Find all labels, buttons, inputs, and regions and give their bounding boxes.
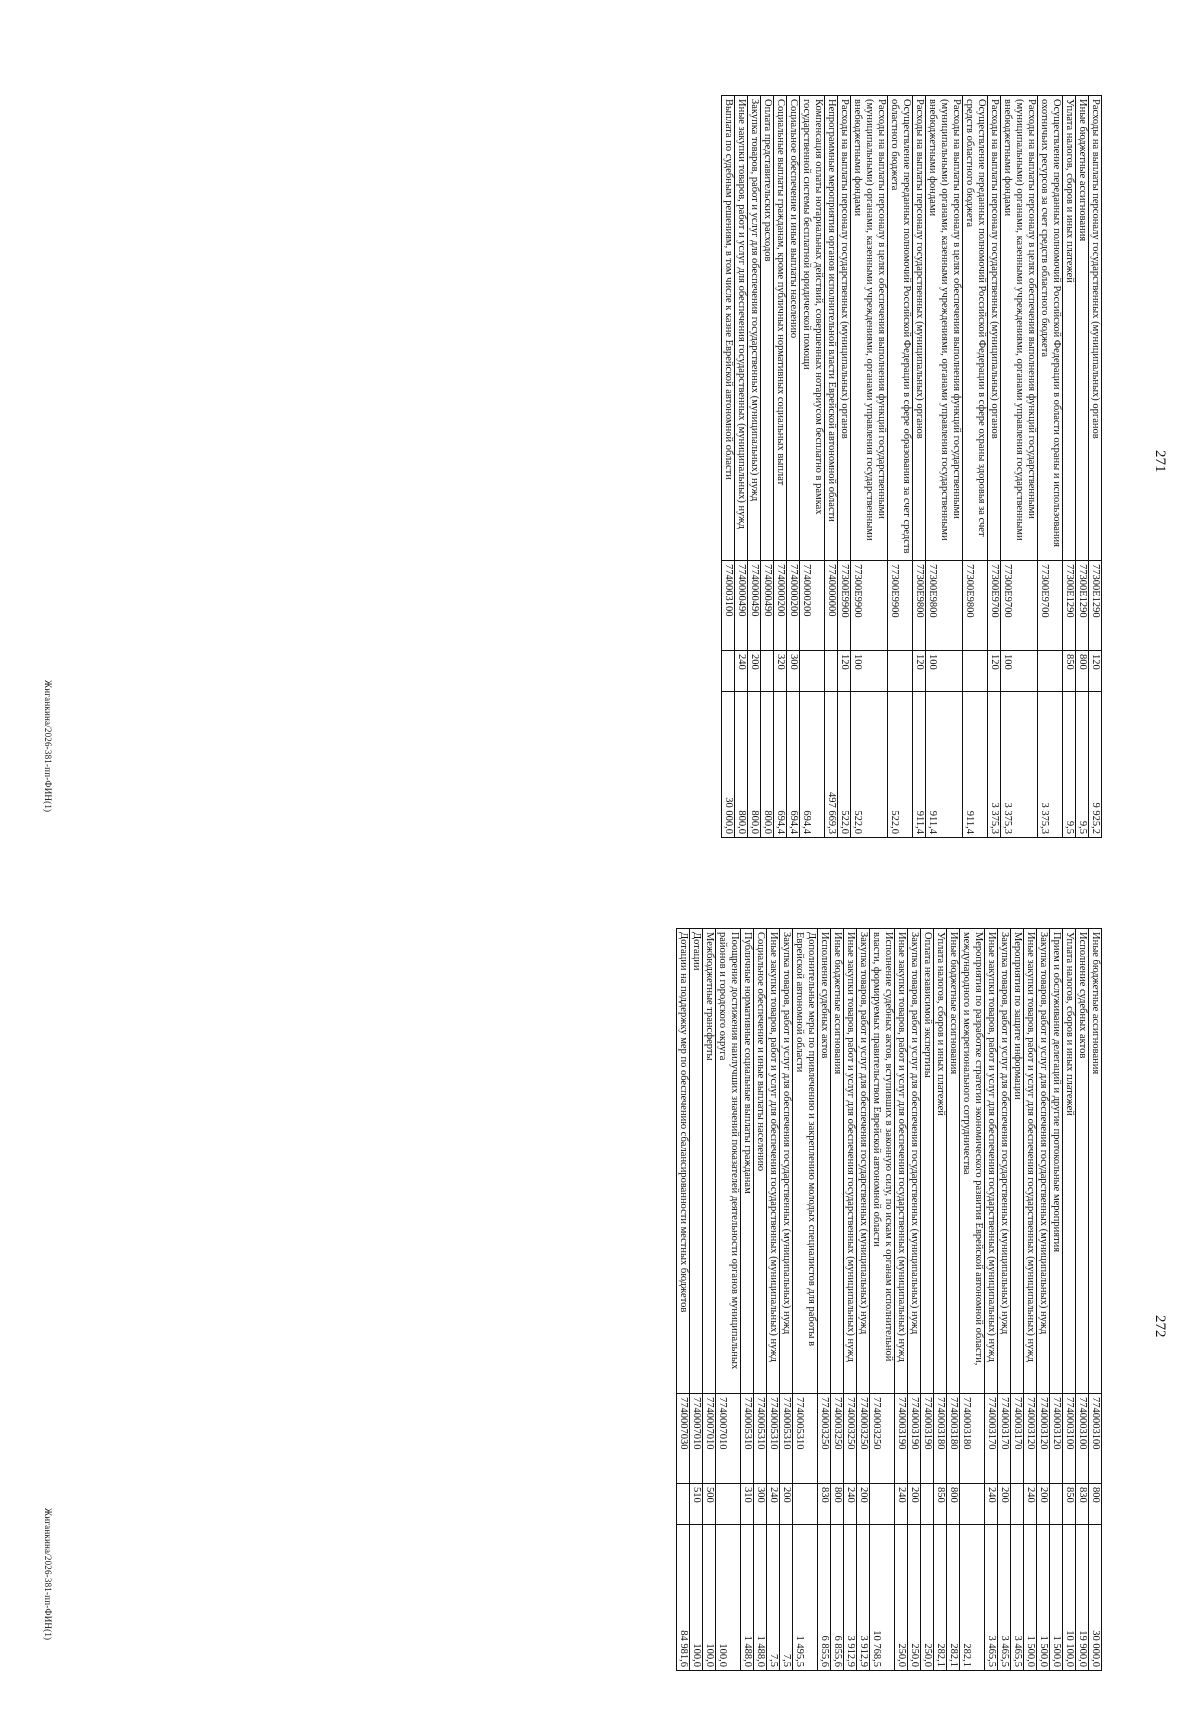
row-name: Непрограммные мероприятия органов исполнительной власти Еврейской автономной области — [825, 96, 838, 561]
row-name: Социальное обеспечение и иные выплаты населению — [754, 929, 767, 1394]
row-kind: 850 — [1063, 651, 1076, 692]
table-row — [921, 929, 934, 1671]
row-kind — [761, 651, 774, 692]
row-amount: 800,0 — [748, 692, 761, 838]
row-kind — [1011, 1484, 1024, 1525]
row-amount: 3 375,3 — [1001, 692, 1038, 838]
row-amount: 3 912,9 — [844, 1525, 857, 1671]
row-amount: 7,5 — [767, 1525, 780, 1671]
row-kind: 120 — [1089, 651, 1102, 692]
row-kind: 100 — [1001, 651, 1038, 692]
table-row — [926, 96, 963, 838]
row-code: 77300Е1290 — [1076, 561, 1089, 651]
row-kind — [793, 1484, 818, 1525]
row-name: Закупка товаров, работ и услуг для обеспечения государственных (муниципальных) нужд — [780, 929, 793, 1394]
row-code: 7740007010 — [716, 1394, 741, 1484]
row-code: 77300Е9800 — [913, 561, 926, 651]
row-code: 7740003180 — [960, 1394, 985, 1484]
row-code: 7740000200 — [787, 561, 800, 651]
row-code: 77300Е9700 — [1038, 561, 1063, 651]
row-code: 7740003250 — [844, 1394, 857, 1484]
footer-left: Жиганкина/2026-381-пп-ФИН(1) — [43, 680, 53, 813]
row-name: Иные бюджетные ассигнования — [831, 929, 844, 1394]
row-amount: 1 488,0 — [741, 1525, 754, 1671]
row-code: 77300Е9800 — [963, 561, 988, 651]
row-name: Мероприятия по защите информации — [1011, 929, 1024, 1394]
row-code: 77300Е1290 — [1089, 561, 1102, 651]
table-row — [741, 929, 754, 1671]
row-code: 7740003170 — [1011, 1394, 1024, 1484]
table-row — [870, 929, 895, 1671]
row-code: 7740005310 — [741, 1394, 754, 1484]
row-kind — [800, 651, 825, 692]
row-amount: 10 768,5 — [870, 1525, 895, 1671]
table-row — [1037, 929, 1050, 1671]
row-amount: 100,0 — [716, 1525, 741, 1671]
row-kind: 200 — [857, 1484, 870, 1525]
row-code: 7740005310 — [754, 1394, 767, 1484]
row-kind: 300 — [787, 651, 800, 692]
table-row — [963, 96, 988, 838]
row-amount: 3 465,5 — [985, 1525, 998, 1671]
row-amount: 250,0 — [908, 1525, 921, 1671]
row-kind: 100 — [851, 651, 888, 692]
row-amount: 522,0 — [838, 692, 851, 838]
table-row — [1024, 929, 1037, 1671]
row-code: 7740003120 — [1024, 1394, 1037, 1484]
row-code: 7740003180 — [934, 1394, 947, 1484]
row-name: Компенсация оплаты нотариальных действий, совершенных нотариусом бесплатно в рамках государственной системы бесплатной юридической помощи — [800, 96, 825, 561]
budget-table-right — [676, 928, 1102, 1671]
row-kind: 800 — [1076, 651, 1089, 692]
row-code: 7740000490 — [748, 561, 761, 651]
row-amount: 800,0 — [735, 692, 748, 838]
row-code: 7740003100 — [722, 561, 735, 651]
row-amount: 911,4 — [913, 692, 926, 838]
row-name: Расходы на выплаты персоналу государственных (муниципальных) органов — [1089, 96, 1102, 561]
row-amount: 19 900,0 — [1076, 1525, 1089, 1671]
row-amount: 9,5 — [1063, 692, 1076, 838]
row-amount: 282,1 — [947, 1525, 960, 1671]
row-amount: 9,5 — [1076, 692, 1089, 838]
row-amount: 100,0 — [703, 1525, 716, 1671]
row-kind: 200 — [998, 1484, 1011, 1525]
row-code: 77300Е9900 — [838, 561, 851, 651]
row-name: Социальное обеспечение и иные выплаты населению — [787, 96, 800, 561]
row-kind: 200 — [780, 1484, 793, 1525]
table-row — [703, 929, 716, 1671]
table-row — [793, 929, 818, 1671]
table-row — [988, 96, 1001, 838]
row-amount: 694,4 — [774, 692, 787, 838]
row-name: Уплата налогов, сборов и иных платежей — [934, 929, 947, 1394]
row-name: Исполнение судебных актов — [818, 929, 831, 1394]
row-code: 77300Е1290 — [1063, 561, 1076, 651]
row-kind: 500 — [703, 1484, 716, 1525]
row-name: Оплата представительских расходов — [761, 96, 774, 561]
row-name: Иные закупки товаров, работ и услуг для обеспечения государственных (муниципальных) нужд — [767, 929, 780, 1394]
row-code: 7740003190 — [921, 1394, 934, 1484]
table-row — [1089, 96, 1102, 838]
table-row — [960, 929, 985, 1671]
row-amount: 911,4 — [963, 692, 988, 838]
row-kind: 800 — [947, 1484, 960, 1525]
row-amount: 6 855,6 — [818, 1525, 831, 1671]
row-name: Закупка товаров, работ и услуг для обеспечения государственных (муниципальных) нужд — [1037, 929, 1050, 1394]
row-amount: 6 855,6 — [831, 1525, 844, 1671]
row-amount: 3 912,9 — [857, 1525, 870, 1671]
row-amount: 282,1 — [934, 1525, 947, 1671]
row-code: 77300Е9700 — [988, 561, 1001, 651]
row-name: Дотации на поддержку мер по обеспечению сбалансированности местных бюджетов — [677, 929, 690, 1394]
table-row — [831, 929, 844, 1671]
row-name: Иные бюджетные ассигнования — [1076, 96, 1089, 561]
row-kind: 510 — [690, 1484, 703, 1525]
table-row — [716, 929, 741, 1671]
row-name: Прием и обслуживание делегаций и другие протокольные мероприятия — [1050, 929, 1063, 1394]
row-name: Межбюджетные трансферты — [703, 929, 716, 1394]
row-kind — [1038, 651, 1063, 692]
page-number-left: 271 — [1152, 450, 1168, 473]
row-kind: 240 — [985, 1484, 998, 1525]
table-row — [818, 929, 831, 1671]
row-amount: 250,0 — [895, 1525, 908, 1671]
row-kind: 830 — [1076, 1484, 1089, 1525]
table-row — [1076, 96, 1089, 838]
row-name: Расходы на выплаты персоналу в целях обеспечения выполнения функций государственными (муниципальными) органами, казенными учреждениями, органами управления государственными внебюджетными фондами — [926, 96, 963, 561]
table-row — [934, 929, 947, 1671]
row-name: Закупка товаров, работ и услуг для обеспечения государственных (муниципальных) нужд — [908, 929, 921, 1394]
table-row — [800, 96, 825, 838]
row-code: 7740003170 — [985, 1394, 998, 1484]
row-kind: 200 — [908, 1484, 921, 1525]
table-row — [677, 929, 690, 1671]
row-code: 7740003250 — [870, 1394, 895, 1484]
row-code: 77300Е9900 — [888, 561, 913, 651]
budget-table-left — [721, 95, 1102, 838]
row-kind: 120 — [988, 651, 1001, 692]
row-amount: 3 465,5 — [1011, 1525, 1024, 1671]
row-name: Иные закупки товаров, работ и услуг для обеспечения государственных (муниципальных) нужд — [985, 929, 998, 1394]
row-name: Осуществление переданных полномочий Российской Федерации в сфере охраны здоровья за счет средств областного бюджета — [963, 96, 988, 561]
table-row — [998, 929, 1011, 1671]
footer-right: Жиганкина/2026-381-пп-ФИН(1) — [43, 1508, 53, 1641]
table-row — [748, 96, 761, 838]
row-kind: 830 — [818, 1484, 831, 1525]
row-code: 7740005310 — [793, 1394, 818, 1484]
row-code: 77300Е9700 — [1001, 561, 1038, 651]
row-name: Поощрение достижения наилучших значений показателей деятельности органов муниципальных районов и городского округа — [716, 929, 741, 1394]
row-amount: 3 465,5 — [998, 1525, 1011, 1671]
table-row — [1089, 929, 1102, 1671]
row-amount: 694,4 — [800, 692, 825, 838]
row-kind — [960, 1484, 985, 1525]
row-code: 7740000490 — [761, 561, 774, 651]
row-name: Иные закупки товаров, работ и услуг для обеспечения государственных (муниципальных) нужд — [895, 929, 908, 1394]
row-amount: 100,0 — [690, 1525, 703, 1671]
row-name: Расходы на выплаты персоналу государственных (муниципальных) органов — [913, 96, 926, 561]
row-amount: 1 500,0 — [1037, 1525, 1050, 1671]
row-kind — [921, 1484, 934, 1525]
row-amount: 9 925,2 — [1089, 692, 1102, 838]
row-code: 7740000200 — [774, 561, 787, 651]
row-amount: 522,0 — [851, 692, 888, 838]
table-row — [767, 929, 780, 1671]
table-row — [722, 96, 735, 838]
row-name: Расходы на выплаты персоналу в целях обеспечения выполнения функций государственными (муниципальными) органами, казенными учреждениями, органами управления государственными внебюджетными фондами — [851, 96, 888, 561]
row-name: Иные бюджетные ассигнования — [1089, 929, 1102, 1394]
row-kind — [677, 1484, 690, 1525]
row-kind: 200 — [748, 651, 761, 692]
table-row — [825, 96, 838, 838]
row-code: 7740000200 — [800, 561, 825, 651]
row-code: 7740003250 — [857, 1394, 870, 1484]
row-amount: 694,4 — [787, 692, 800, 838]
row-amount: 1 500,0 — [1050, 1525, 1063, 1671]
row-amount: 911,4 — [926, 692, 963, 838]
row-kind — [870, 1484, 895, 1525]
page-number-right: 272 — [1152, 1315, 1168, 1338]
table-row — [851, 96, 888, 838]
row-name: Исполнение судебных актов — [1076, 929, 1089, 1394]
row-kind: 300 — [754, 1484, 767, 1525]
row-amount: 497 669,3 — [825, 692, 838, 838]
row-kind: 240 — [767, 1484, 780, 1525]
row-amount: 10 100,0 — [1063, 1525, 1076, 1671]
table-row — [754, 929, 767, 1671]
row-amount: 30 000,0 — [1089, 1525, 1102, 1671]
row-amount: 1 495,5 — [793, 1525, 818, 1671]
row-kind: 200 — [1037, 1484, 1050, 1525]
table-row — [1063, 96, 1076, 838]
row-name: Расходы на выплаты персоналу государственных (муниципальных) органов — [838, 96, 851, 561]
row-code: 7740003250 — [831, 1394, 844, 1484]
row-name: Закупка товаров, работ и услуг для обеспечения государственных (муниципальных) нужд — [998, 929, 1011, 1394]
row-name: Исполнение судебных актов, вступивших в законную силу, по искам к органам исполнительной власти, формируемых правительством Еврейской автономной области — [870, 929, 895, 1394]
table-row — [774, 96, 787, 838]
row-name: Расходы на выплаты персоналу государственных (муниципальных) органов — [988, 96, 1001, 561]
table-row — [1063, 929, 1076, 1671]
row-name: Иные закупки товаров, работ и услуг для обеспечения государственных (муниципальных) нужд — [735, 96, 748, 561]
row-code: 7740003180 — [947, 1394, 960, 1484]
row-name: Уплата налогов, сборов и иных платежей — [1063, 96, 1076, 561]
row-name: Оплата независимой экспертизы — [921, 929, 934, 1394]
row-kind — [716, 1484, 741, 1525]
row-name: Закупка товаров, работ и услуг для обеспечения государственных (муниципальных) нужд — [857, 929, 870, 1394]
table-row — [1001, 96, 1038, 838]
table-row — [908, 929, 921, 1671]
row-code: 7740000000 — [825, 561, 838, 651]
row-name: Дотации — [690, 929, 703, 1394]
row-name: Социальные выплаты гражданам, кроме публичных нормативных социальных выплат — [774, 96, 787, 561]
table-row — [844, 929, 857, 1671]
row-kind: 310 — [741, 1484, 754, 1525]
row-name: Дополнительные меры по привлечению и закреплению молодых специалистов для работы в Еврейской автономной области — [793, 929, 818, 1394]
row-name: Выплата по судебным решениям, в том числе к казне Еврейской автономной области — [722, 96, 735, 561]
row-code: 7740003250 — [818, 1394, 831, 1484]
table-row — [838, 96, 851, 838]
row-amount: 1 500,0 — [1024, 1525, 1037, 1671]
row-kind: 850 — [1063, 1484, 1076, 1525]
row-code: 77300Е9900 — [851, 561, 888, 651]
row-name: Осуществление переданных полномочий Российской Федерации в сфере образования за счет средств областного бюджета — [888, 96, 913, 561]
table-row — [1076, 929, 1089, 1671]
row-kind: 120 — [913, 651, 926, 692]
table-row — [895, 929, 908, 1671]
row-amount: 84 981,6 — [677, 1525, 690, 1671]
row-kind: 800 — [1089, 1484, 1102, 1525]
table-row — [761, 96, 774, 838]
table-row — [787, 96, 800, 838]
row-code: 7740003120 — [1037, 1394, 1050, 1484]
table-row — [888, 96, 913, 838]
row-kind — [888, 651, 913, 692]
row-kind: 240 — [844, 1484, 857, 1525]
row-code: 7740007010 — [690, 1394, 703, 1484]
row-kind: 120 — [838, 651, 851, 692]
row-kind — [825, 651, 838, 692]
row-amount: 7,5 — [780, 1525, 793, 1671]
row-code: 7740005310 — [767, 1394, 780, 1484]
row-name: Иные бюджетные ассигнования — [947, 929, 960, 1394]
row-amount: 1 488,0 — [754, 1525, 767, 1671]
row-kind: 100 — [926, 651, 963, 692]
row-code: 7740003190 — [908, 1394, 921, 1484]
row-code: 7740003100 — [1089, 1394, 1102, 1484]
row-kind: 850 — [934, 1484, 947, 1525]
table-row — [985, 929, 998, 1671]
table-row — [780, 929, 793, 1671]
row-code: 7740003170 — [998, 1394, 1011, 1484]
row-amount: 3 375,3 — [1038, 692, 1063, 838]
table-row — [857, 929, 870, 1671]
row-kind: 320 — [774, 651, 787, 692]
row-name: Закупка товаров, работ и услуг для обеспечения государственных (муниципальных) нужд — [748, 96, 761, 561]
row-code: 7740003100 — [1076, 1394, 1089, 1484]
row-kind: 240 — [895, 1484, 908, 1525]
table-row — [1038, 96, 1063, 838]
row-code: 7740005310 — [780, 1394, 793, 1484]
row-kind: 800 — [831, 1484, 844, 1525]
row-name: Расходы на выплаты персоналу в целях обеспечения выполнения функций государственными (муниципальными) органами, казенными учреждениями, органами управления государственными внебюджетными фондами — [1001, 96, 1038, 561]
row-code: 7740003120 — [1050, 1394, 1063, 1484]
row-code: 7740007010 — [703, 1394, 716, 1484]
row-amount: 800,0 — [761, 692, 774, 838]
row-name: Публичные нормативные социальные выплаты гражданам — [741, 929, 754, 1394]
row-kind — [963, 651, 988, 692]
row-amount: 522,0 — [888, 692, 913, 838]
table-row — [735, 96, 748, 838]
row-kind — [1050, 1484, 1063, 1525]
table-row — [947, 929, 960, 1671]
row-amount: 250,0 — [921, 1525, 934, 1671]
table-row — [690, 929, 703, 1671]
row-name: Иные закупки товаров, работ и услуг для обеспечения государственных (муниципальных) нужд — [844, 929, 857, 1394]
table-row — [1050, 929, 1063, 1671]
row-name: Иные закупки товаров, работ и услуг для обеспечения государственных (муниципальных) нужд — [1024, 929, 1037, 1394]
row-code: 7740007030 — [677, 1394, 690, 1484]
row-code: 7740003190 — [895, 1394, 908, 1484]
row-name: Осуществление переданных полномочий Российской Федерации в области охраны и использования охотничьих ресурсов за счет средств областного бюджета — [1038, 96, 1063, 561]
row-kind: 240 — [1024, 1484, 1037, 1525]
table-row — [1011, 929, 1024, 1671]
row-kind — [722, 651, 735, 692]
row-amount: 282,1 — [960, 1525, 985, 1671]
row-code: 7740000490 — [735, 561, 748, 651]
row-amount: 3 375,3 — [988, 692, 1001, 838]
row-code: 77300Е9800 — [926, 561, 963, 651]
row-name: Уплата налогов, сборов и иных платежей — [1063, 929, 1076, 1394]
row-kind: 240 — [735, 651, 748, 692]
table-row — [913, 96, 926, 838]
row-code: 7740003100 — [1063, 1394, 1076, 1484]
row-name: Мероприятия по разработке стратегии экономического развития Еврейской автономной области, международного и межрегионального сотрудничества — [960, 929, 985, 1394]
row-amount: 30 000,0 — [722, 692, 735, 838]
